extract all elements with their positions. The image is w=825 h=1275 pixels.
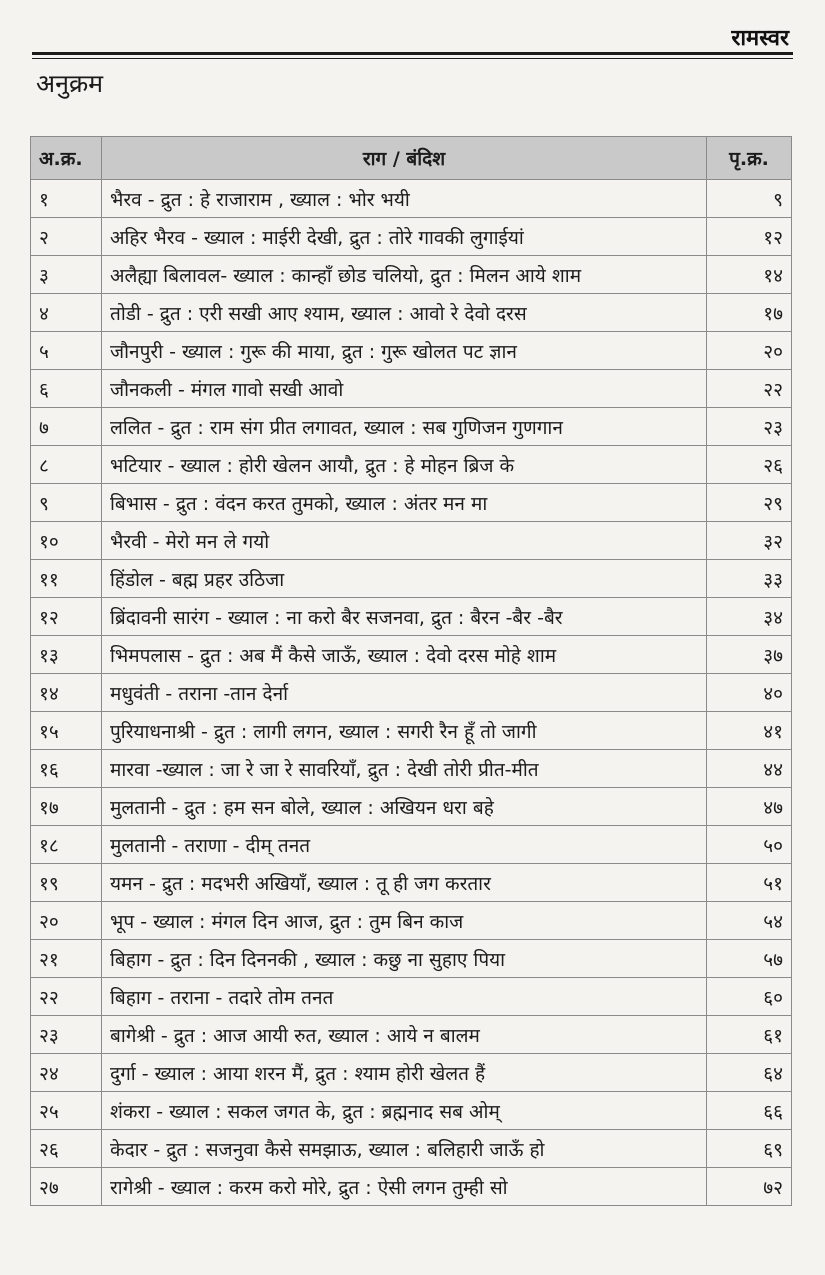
table-row [31, 1016, 792, 1054]
table-row [31, 1168, 792, 1206]
raga-cell: बिहाग - तराना - तदारे तोम तनत [102, 978, 707, 1016]
serial-cell: १६ [31, 750, 102, 788]
raga-cell: अलैह्या बिलावल- ख्याल : कान्हाँ छोड चलियो, द्रुत : मिलन आये शाम [102, 256, 707, 294]
serial-cell: १५ [31, 712, 102, 750]
raga-cell: ललित - द्रुत : राम संग प्रीत लगावत, ख्याल : सब गुणिजन गुणगान [102, 408, 707, 446]
serial-cell: १ [31, 180, 102, 218]
page-cell: ३३ [707, 560, 792, 598]
page-cell: १४ [707, 256, 792, 294]
serial-cell: २७ [31, 1168, 102, 1206]
table-header-row [31, 137, 792, 180]
serial-cell: २२ [31, 978, 102, 1016]
raga-cell: पुरियाधनाश्री - द्रुत : लागी लगन, ख्याल : सगरी रैन हूँ तो जागी [102, 712, 707, 750]
page-cell: १२ [707, 218, 792, 256]
raga-cell: मुलतानी - द्रुत : हम सन बोले, ख्याल : अखियन धरा बहे [102, 788, 707, 826]
raga-cell: मधुवंती - तराना -तान देर्ना [102, 674, 707, 712]
table-row [31, 370, 792, 408]
serial-cell: २३ [31, 1016, 102, 1054]
page-cell: २९ [707, 484, 792, 522]
serial-cell: २० [31, 902, 102, 940]
page-cell: ७२ [707, 1168, 792, 1206]
page-cell: २६ [707, 446, 792, 484]
serial-cell: ८ [31, 446, 102, 484]
contents-table [30, 136, 792, 1206]
raga-cell: भूप - ख्याल : मंगल दिन आज, द्रुत : तुम बिन काज [102, 902, 707, 940]
serial-cell: १८ [31, 826, 102, 864]
page-cell: ५७ [707, 940, 792, 978]
table-row [31, 1092, 792, 1130]
header-rule-thin [32, 58, 793, 59]
raga-cell: भिमपलास - द्रुत : अब मैं कैसे जाऊँ, ख्याल : देवो दरस मोहे शाम [102, 636, 707, 674]
serial-cell: २१ [31, 940, 102, 978]
raga-cell: बागेश्री - द्रुत : आज आयी रुत, ख्याल : आये न बालम [102, 1016, 707, 1054]
table-row [31, 332, 792, 370]
serial-cell: ११ [31, 560, 102, 598]
table-row [31, 978, 792, 1016]
serial-cell: २५ [31, 1092, 102, 1130]
page-cell: ६६ [707, 1092, 792, 1130]
table-row [31, 636, 792, 674]
serial-cell: २४ [31, 1054, 102, 1092]
page-cell: ४७ [707, 788, 792, 826]
page-cell: ९ [707, 180, 792, 218]
raga-cell: हिंडोल - बह्म प्रहर उठिजा [102, 560, 707, 598]
page-cell: २० [707, 332, 792, 370]
serial-cell: ७ [31, 408, 102, 446]
page-cell: २२ [707, 370, 792, 408]
serial-cell: ५ [31, 332, 102, 370]
table-row [31, 294, 792, 332]
raga-cell: दुर्गा - ख्याल : आया शरन मैं, द्रुत : श्याम होरी खेलत हैं [102, 1054, 707, 1092]
raga-cell: तोडी - द्रुत : एरी सखी आए श्याम, ख्याल : आवो रे देवो दरस [102, 294, 707, 332]
page-cell: ५४ [707, 902, 792, 940]
table-row [31, 674, 792, 712]
serial-cell: ६ [31, 370, 102, 408]
table-row [31, 256, 792, 294]
page-cell: ६९ [707, 1130, 792, 1168]
column-header-page: पृ.क्र. [707, 137, 792, 180]
raga-cell: रागेश्री - ख्याल : करम करो मोरे, द्रुत : ऐसी लगन तुम्ही सो [102, 1168, 707, 1206]
page-cell: ३४ [707, 598, 792, 636]
page-cell: १७ [707, 294, 792, 332]
page-cell: ५० [707, 826, 792, 864]
raga-cell: जौनकली - मंगल गावो सखी आवो [102, 370, 707, 408]
serial-cell: १३ [31, 636, 102, 674]
page-cell: ६१ [707, 1016, 792, 1054]
raga-cell: भैरव - द्रुत : हे राजाराम , ख्याल : भोर भयी [102, 180, 707, 218]
header-rule-thick [32, 52, 793, 55]
table-row [31, 218, 792, 256]
table-row [31, 446, 792, 484]
serial-cell: १२ [31, 598, 102, 636]
raga-cell: केदार - द्रुत : सजनुवा कैसे समझाऊ, ख्याल : बलिहारी जाऊँ हो [102, 1130, 707, 1168]
table-row [31, 560, 792, 598]
serial-cell: १४ [31, 674, 102, 712]
table-row [31, 1130, 792, 1168]
table-row [31, 598, 792, 636]
page-cell: ३७ [707, 636, 792, 674]
raga-cell: ब्रिंदावनी सारंग - ख्याल : ना करो बैर सजनवा, द्रुत : बैरन -बैर -बैर [102, 598, 707, 636]
table-row [31, 864, 792, 902]
raga-cell: बिभास - द्रुत : वंदन करत तुमको, ख्याल : अंतर मन मा [102, 484, 707, 522]
table-row [31, 750, 792, 788]
serial-cell: ९ [31, 484, 102, 522]
table-row [31, 940, 792, 978]
table-row [31, 484, 792, 522]
table-row [31, 522, 792, 560]
raga-cell: बिहाग - द्रुत : दिन दिननकी , ख्याल : कछु ना सुहाए पिया [102, 940, 707, 978]
table-row [31, 1054, 792, 1092]
table-row [31, 180, 792, 218]
column-header-raga: राग / बंदिश [102, 137, 707, 180]
raga-cell: शंकरा - ख्याल : सकल जगत के, द्रुत : ब्रह्मनाद सब ओम् [102, 1092, 707, 1130]
section-title: अनुक्रम [36, 69, 104, 98]
raga-cell: भटियार - ख्याल : होरी खेलन आयौ, द्रुत : हे मोहन ब्रिज के [102, 446, 707, 484]
raga-cell: मुलतानी - तराणा - दीम् तनत [102, 826, 707, 864]
column-header-serial: अ.क्र. [31, 137, 102, 180]
table-row [31, 826, 792, 864]
raga-cell: जौनपुरी - ख्याल : गुरू की माया, द्रुत : गुरू खोलत पट ज्ञान [102, 332, 707, 370]
page-cell: ६४ [707, 1054, 792, 1092]
raga-cell: भैरवी - मेरो मन ले गयो [102, 522, 707, 560]
serial-cell: ४ [31, 294, 102, 332]
raga-cell: अहिर भैरव - ख्याल : माईरी देखी, द्रुत : तोरे गावकी लुगाईयां [102, 218, 707, 256]
page-cell: ४१ [707, 712, 792, 750]
page-cell: ४४ [707, 750, 792, 788]
page-cell: ५१ [707, 864, 792, 902]
table-row [31, 712, 792, 750]
table-row [31, 788, 792, 826]
serial-cell: २ [31, 218, 102, 256]
page-cell: ६० [707, 978, 792, 1016]
serial-cell: १७ [31, 788, 102, 826]
table-row [31, 408, 792, 446]
page-cell: ३२ [707, 522, 792, 560]
raga-cell: मारवा -ख्याल : जा रे जा रे सावरियाँ, द्रुत : देखी तोरी प्रीत-मीत [102, 750, 707, 788]
page-cell: २३ [707, 408, 792, 446]
running-head: रामस्वर [731, 26, 789, 51]
page-cell: ४० [707, 674, 792, 712]
raga-cell: यमन - द्रुत : मदभरी अखियाँ, ख्याल : तू ही जग करतार [102, 864, 707, 902]
serial-cell: ३ [31, 256, 102, 294]
serial-cell: २६ [31, 1130, 102, 1168]
table-row [31, 902, 792, 940]
serial-cell: १० [31, 522, 102, 560]
serial-cell: १९ [31, 864, 102, 902]
